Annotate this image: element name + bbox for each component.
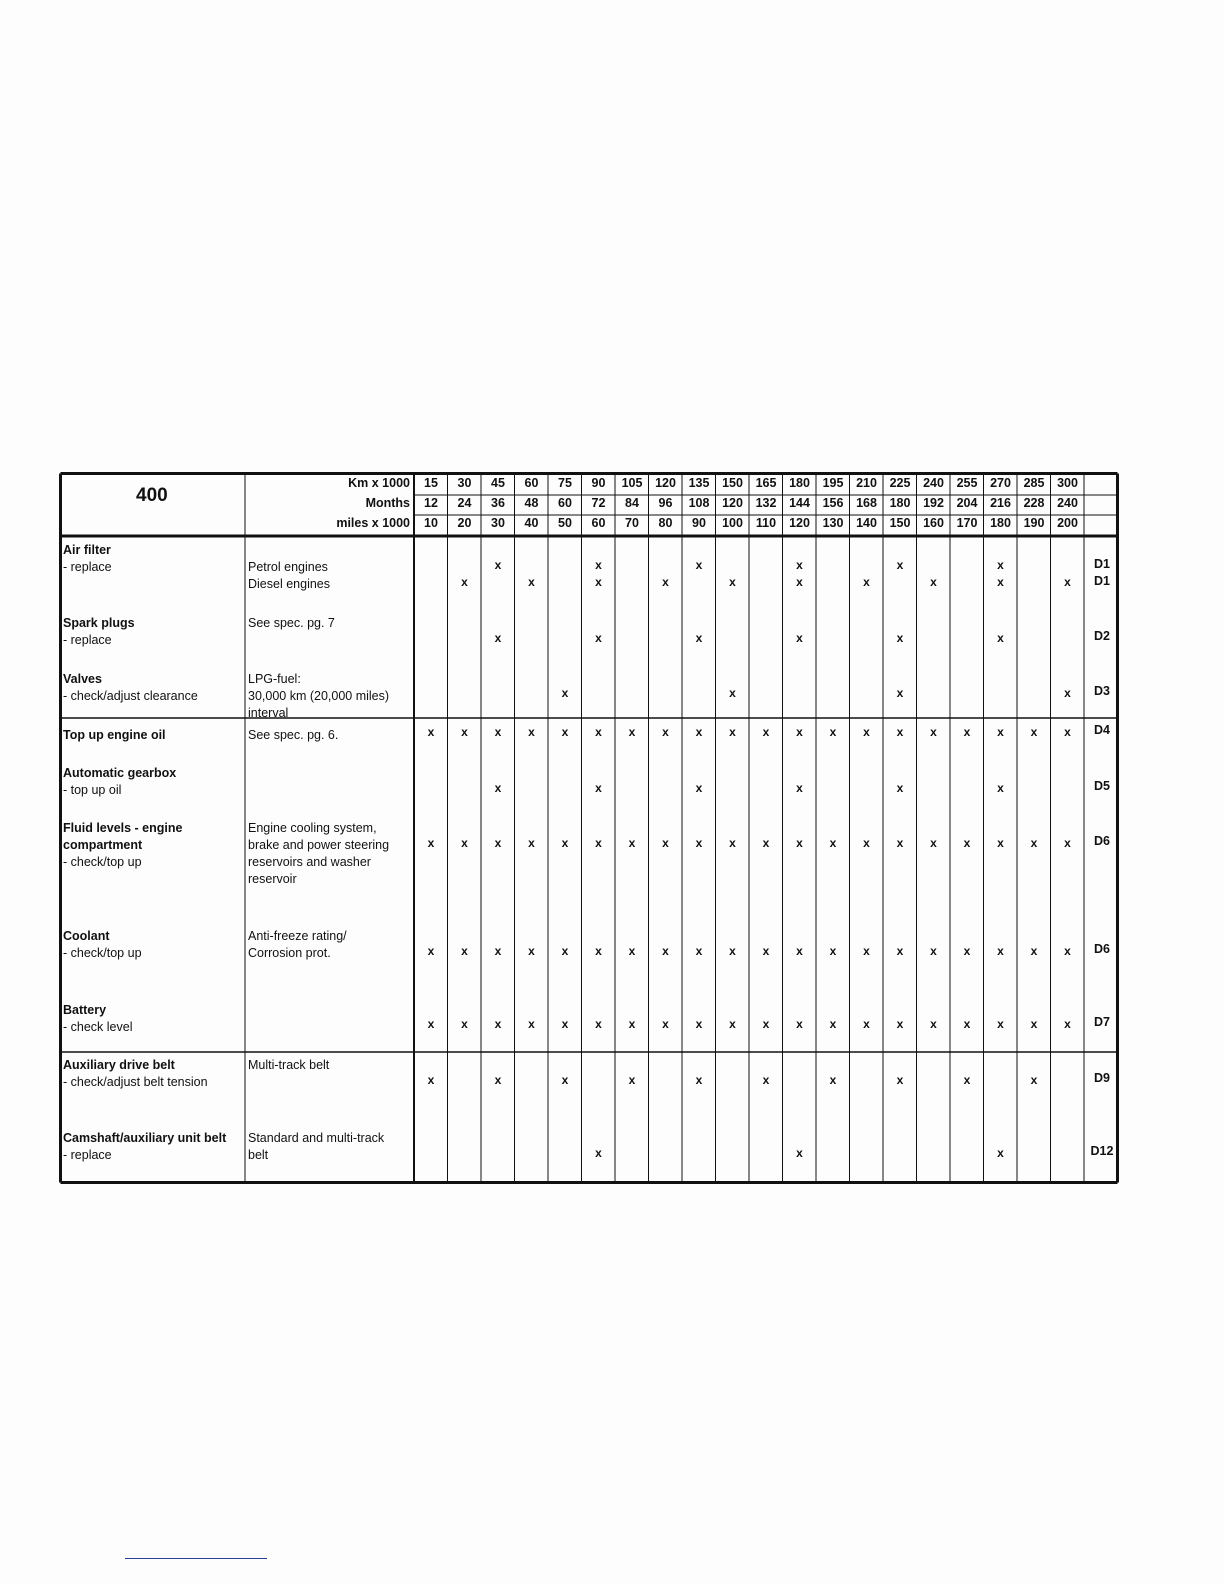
interval-mark: x (595, 558, 602, 572)
header-interval-value: 228 (1023, 496, 1045, 510)
header-interval-value: 60 (524, 476, 539, 490)
reference-code: D5 (1094, 779, 1110, 793)
header-interval-value: 150 (722, 476, 743, 490)
header-interval-value: 70 (625, 516, 639, 530)
interval-mark: x (494, 558, 502, 572)
interval-mark: x (963, 836, 971, 850)
interval-mark: x (427, 836, 435, 850)
header-interval-value: 240 (923, 476, 944, 490)
header-interval-value: 105 (621, 476, 643, 490)
item-title: Automatic gearbox (63, 766, 177, 780)
interval-mark: x (695, 781, 703, 795)
interval-mark: x (595, 631, 602, 645)
header-interval-value: 100 (722, 516, 743, 530)
interval-mark: x (494, 1073, 502, 1087)
interval-mark: x (561, 725, 569, 739)
item-title: Auxiliary drive belt (63, 1058, 175, 1072)
item-title: Top up engine oil (63, 728, 166, 742)
interval-mark: x (762, 836, 770, 850)
interval-mark: x (796, 725, 803, 739)
interval-mark: x (863, 836, 870, 850)
reference-code: D1 (1094, 574, 1110, 588)
interval-mark: x (662, 1017, 669, 1031)
interval-mark: x (628, 1017, 636, 1031)
interval-mark: x (595, 575, 602, 589)
interval-mark: x (762, 1017, 770, 1031)
interval-mark: x (1064, 575, 1071, 589)
interval-mark: x (997, 631, 1004, 645)
interval-mark: x (595, 944, 602, 958)
item-action: - replace (63, 560, 112, 574)
interval-mark: x (461, 944, 468, 958)
interval-mark: x (461, 836, 468, 850)
interval-mark: x (896, 944, 904, 958)
header-interval-value: 108 (688, 496, 710, 510)
header-interval-value: 160 (923, 516, 944, 530)
model-title: 400 (136, 485, 168, 506)
interval-mark: x (427, 944, 435, 958)
interval-mark: x (729, 944, 736, 958)
interval-mark: x (796, 944, 803, 958)
interval-mark: x (695, 1017, 703, 1031)
interval-mark: x (796, 558, 803, 572)
item-note: Multi-track belt (248, 1058, 330, 1072)
interval-mark: x (494, 1017, 502, 1031)
interval-mark: x (494, 725, 502, 739)
header-interval-value: 180 (990, 516, 1011, 530)
header-interval-value: 135 (688, 476, 710, 490)
reference-code: D6 (1094, 942, 1110, 956)
reference-code: D2 (1094, 629, 1110, 643)
item-note: See spec. pg. 7 (248, 616, 335, 630)
interval-mark: x (796, 781, 803, 795)
footnote-rule (125, 1558, 267, 1559)
interval-mark: x (762, 1073, 770, 1087)
interval-mark: x (762, 725, 770, 739)
interval-mark: x (595, 725, 602, 739)
header-interval-value: 170 (956, 516, 978, 530)
header-interval-value: 120 (789, 516, 810, 530)
interval-mark: x (930, 575, 937, 589)
item-note: See spec. pg. 6. (248, 728, 339, 742)
maintenance-schedule-table (59, 472, 1119, 1184)
interval-mark: x (427, 725, 435, 739)
item-title: Camshaft/auxiliary unit belt (63, 1131, 227, 1145)
header-interval-value: 96 (658, 496, 673, 510)
interval-mark: x (494, 781, 502, 795)
interval-mark: x (930, 725, 937, 739)
item-title: Valves (63, 672, 102, 686)
interval-mark: x (829, 1017, 837, 1031)
interval-mark: x (896, 781, 904, 795)
interval-mark: x (494, 631, 502, 645)
header-interval-value: 120 (655, 476, 676, 490)
header-interval-value: 200 (1057, 516, 1078, 530)
interval-mark: x (695, 944, 703, 958)
header-interval-value: 36 (491, 496, 505, 510)
interval-mark: x (829, 725, 837, 739)
interval-mark: x (930, 1017, 937, 1031)
interval-mark: x (628, 836, 636, 850)
header-interval-value: 10 (424, 516, 438, 530)
header-interval-value: 45 (491, 476, 505, 490)
interval-mark: x (930, 836, 937, 850)
interval-mark: x (796, 1146, 803, 1160)
interval-mark: x (896, 631, 904, 645)
interval-mark: x (896, 558, 904, 572)
header-interval-value: 270 (990, 476, 1011, 490)
header-interval-value: 90 (591, 476, 606, 490)
interval-mark: x (595, 1146, 602, 1160)
interval-mark: x (528, 575, 535, 589)
interval-mark: x (863, 1017, 870, 1031)
reference-code: D1 (1094, 557, 1110, 571)
interval-mark: x (997, 575, 1004, 589)
header-interval-value: 30 (491, 516, 505, 530)
header-interval-value: 120 (722, 496, 743, 510)
header-interval-value: 156 (822, 496, 844, 510)
item-title: Battery (63, 1003, 107, 1017)
header-interval-value: 192 (923, 496, 944, 510)
reference-code: D3 (1094, 684, 1110, 698)
interval-mark: x (461, 725, 468, 739)
interval-mark: x (695, 558, 703, 572)
interval-mark: x (729, 836, 736, 850)
interval-mark: x (561, 1073, 569, 1087)
header-interval-value: 80 (658, 516, 673, 530)
header-interval-value: 225 (889, 476, 911, 490)
interval-mark: x (796, 575, 803, 589)
interval-mark: x (427, 1017, 435, 1031)
header-interval-value: 50 (558, 516, 572, 530)
interval-mark: x (762, 944, 770, 958)
header-interval-value: 132 (755, 496, 777, 510)
header-interval-value: 60 (558, 496, 572, 510)
header-interval-value: 180 (889, 496, 911, 510)
interval-mark: x (997, 1146, 1004, 1160)
interval-mark: x (1064, 686, 1071, 700)
interval-mark: x (427, 1073, 435, 1087)
interval-mark: x (863, 575, 870, 589)
header-interval-value: 210 (856, 476, 877, 490)
reference-code: D4 (1094, 723, 1110, 737)
header-interval-value: 165 (755, 476, 777, 490)
interval-mark: x (729, 686, 736, 700)
interval-mark: x (628, 1073, 636, 1087)
header-interval-value: 180 (789, 476, 810, 490)
item-note: Diesel engines (248, 577, 330, 591)
item-action: - check/adjust clearance (63, 689, 198, 703)
interval-mark: x (896, 725, 904, 739)
item-title: Fluid levels - engine compartment (63, 821, 183, 852)
interval-mark: x (595, 1017, 602, 1031)
interval-mark: x (997, 558, 1004, 572)
item-action: - replace (63, 1148, 112, 1162)
header-interval-value: 300 (1057, 476, 1078, 490)
item-note: Standard and multi-track belt (248, 1131, 385, 1162)
interval-mark: x (829, 944, 837, 958)
header-interval-value: 12 (424, 496, 438, 510)
interval-mark: x (662, 725, 669, 739)
reference-code: D7 (1094, 1015, 1110, 1029)
header-interval-value: 168 (856, 496, 877, 510)
header-interval-value: 90 (692, 516, 706, 530)
interval-mark: x (997, 944, 1004, 958)
interval-mark: x (695, 631, 703, 645)
interval-mark: x (930, 944, 937, 958)
header-interval-value: 72 (591, 496, 606, 510)
interval-mark: x (796, 631, 803, 645)
interval-mark: x (829, 1073, 837, 1087)
header-interval-value: 24 (457, 496, 472, 510)
header-row-label: miles x 1000 (336, 516, 410, 530)
interval-mark: x (1030, 725, 1038, 739)
header-interval-value: 255 (956, 476, 978, 490)
header-interval-value: 285 (1023, 476, 1045, 490)
interval-mark: x (1064, 836, 1071, 850)
header-interval-value: 48 (524, 496, 539, 510)
interval-mark: x (896, 836, 904, 850)
interval-mark: x (1064, 944, 1071, 958)
reference-code: D9 (1094, 1071, 1110, 1085)
item-title: Air filter (63, 543, 111, 557)
interval-mark: x (461, 575, 468, 589)
header-interval-value: 30 (457, 476, 472, 490)
item-title: Spark plugs (63, 616, 135, 630)
interval-mark: x (595, 781, 602, 795)
header-interval-value: 20 (457, 516, 472, 530)
interval-mark: x (662, 836, 669, 850)
header-interval-value: 150 (889, 516, 911, 530)
header-row-label: Km x 1000 (348, 476, 410, 490)
item-action: - check/top up (63, 946, 142, 960)
interval-mark: x (561, 1017, 569, 1031)
item-action: - top up oil (63, 783, 122, 797)
header-interval-value: 144 (789, 496, 810, 510)
interval-mark: x (528, 836, 535, 850)
header-interval-value: 84 (625, 496, 639, 510)
item-note: Petrol engines (248, 560, 328, 574)
header-interval-value: 40 (524, 516, 539, 530)
interval-mark: x (662, 944, 669, 958)
interval-mark: x (729, 725, 736, 739)
interval-mark: x (494, 836, 502, 850)
interval-mark: x (528, 725, 535, 739)
interval-mark: x (997, 1017, 1004, 1031)
item-action: - replace (63, 633, 112, 647)
interval-mark: x (963, 1073, 971, 1087)
interval-mark: x (528, 944, 535, 958)
interval-mark: x (1030, 1073, 1038, 1087)
interval-mark: x (695, 725, 703, 739)
interval-mark: x (829, 836, 837, 850)
interval-mark: x (997, 836, 1004, 850)
interval-mark: x (963, 725, 971, 739)
interval-mark: x (896, 1017, 904, 1031)
interval-mark: x (561, 686, 569, 700)
interval-mark: x (595, 836, 602, 850)
header-interval-value: 15 (424, 476, 438, 490)
interval-mark: x (494, 944, 502, 958)
interval-mark: x (695, 1073, 703, 1087)
header-interval-value: 204 (956, 496, 978, 510)
interval-mark: x (863, 944, 870, 958)
header-interval-value: 190 (1023, 516, 1045, 530)
interval-mark: x (896, 686, 904, 700)
interval-mark: x (461, 1017, 468, 1031)
header-interval-value: 140 (856, 516, 877, 530)
interval-mark: x (561, 836, 569, 850)
header-interval-value: 110 (755, 516, 777, 530)
header-interval-value: 216 (990, 496, 1011, 510)
header-interval-value: 75 (558, 476, 572, 490)
interval-mark: x (1030, 1017, 1038, 1031)
item-action: - check/top up (63, 855, 142, 869)
interval-mark: x (729, 1017, 736, 1031)
interval-mark: x (963, 1017, 971, 1031)
item-title: Coolant (63, 929, 110, 943)
interval-mark: x (1030, 944, 1038, 958)
item-action: - check level (63, 1020, 133, 1034)
item-note: Anti-freeze rating/ Corrosion prot. (248, 929, 347, 960)
interval-mark: x (796, 836, 803, 850)
interval-mark: x (628, 725, 636, 739)
interval-mark: x (1030, 836, 1038, 850)
header-row-label: Months (365, 496, 410, 510)
reference-code: D12 (1090, 1144, 1114, 1158)
interval-mark: x (796, 1017, 803, 1031)
header-interval-value: 60 (591, 516, 606, 530)
interval-mark: x (1064, 1017, 1071, 1031)
item-note: LPG-fuel: 30,000 km (20,000 miles) interval (248, 672, 390, 720)
interval-mark: x (963, 944, 971, 958)
header-interval-value: 240 (1057, 496, 1078, 510)
interval-mark: x (997, 781, 1004, 795)
header-interval-value: 130 (822, 516, 844, 530)
interval-mark: x (528, 1017, 535, 1031)
interval-mark: x (561, 944, 569, 958)
item-action: - check/adjust belt tension (63, 1075, 208, 1089)
reference-code: D6 (1094, 834, 1110, 848)
interval-mark: x (997, 725, 1004, 739)
item-note: Engine cooling system, brake and power steering reservoirs and washer reservoir (248, 821, 390, 886)
interval-mark: x (863, 725, 870, 739)
interval-mark: x (896, 1073, 904, 1087)
interval-mark: x (628, 944, 636, 958)
interval-mark: x (729, 575, 736, 589)
interval-mark: x (662, 575, 669, 589)
interval-mark: x (695, 836, 703, 850)
interval-mark: x (1064, 725, 1071, 739)
header-interval-value: 195 (822, 476, 844, 490)
